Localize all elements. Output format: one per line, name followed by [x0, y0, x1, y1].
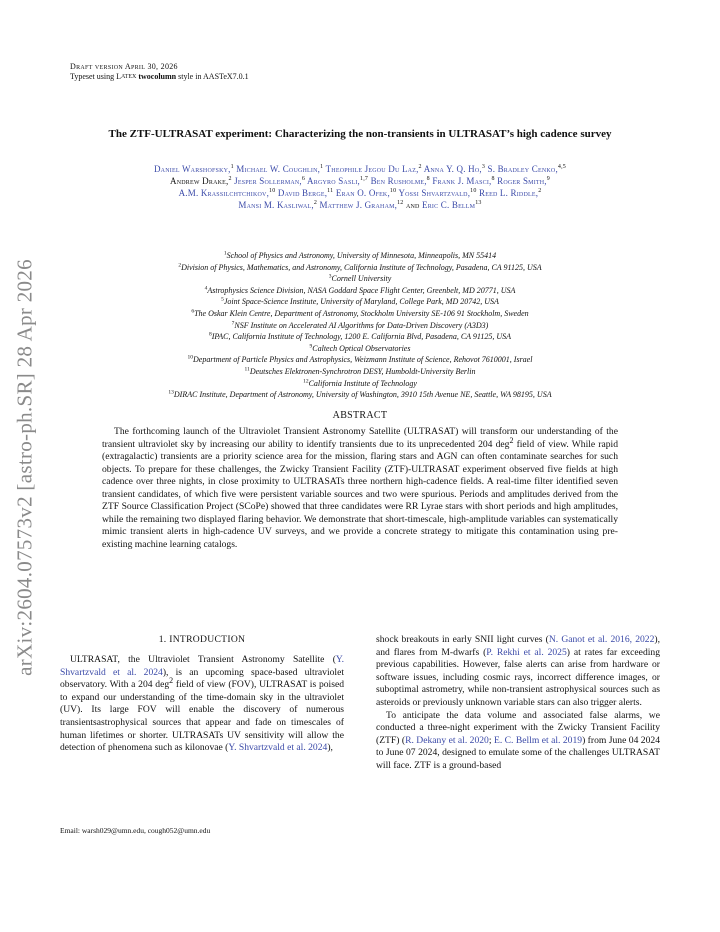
- author-name[interactable]: Frank J. Masci,: [432, 176, 492, 186]
- affiliation-number: 10: [187, 354, 194, 361]
- affiliation-text: IPAC, California Institute of Technology, 1200 E. California Blvd, Pasadena, CA 91125, USA: [211, 332, 511, 342]
- arxiv-stamp: arXiv:2604.07573v2 [astro-ph.SR] 28 Apr 2026: [12, 259, 37, 676]
- citation-link[interactable]: Y. Shvartzvald et al. 2024: [60, 654, 344, 678]
- author-name[interactable]: Jesper Sollerman,: [234, 176, 302, 186]
- author-affil-mark: 10: [470, 188, 477, 194]
- author-affil-mark: 1: [230, 164, 234, 170]
- text-span: ),: [327, 742, 333, 754]
- author-affil-mark: 12: [397, 200, 404, 206]
- citation-link[interactable]: E. C. Bellm et al. 2019: [493, 734, 583, 746]
- citation-link[interactable]: R. Dekany et al. 2020: [405, 734, 489, 746]
- affiliation-number: 1: [223, 250, 227, 257]
- affiliation-text: Division of Physics, Mathematics, and Astronomy, California Institute of Technology, Pasadena, CA 91125, USA: [181, 262, 542, 272]
- author-line: [60, 199, 660, 211]
- author-name[interactable]: Matthew J. Graham,: [319, 200, 398, 210]
- text-span: ), is an upcoming space-based ultraviolet observatory. With a 204 deg: [60, 666, 345, 691]
- author-name[interactable]: Yossi Shvartzvald,: [398, 188, 471, 198]
- affiliation-text: California Institute of Technology: [308, 378, 417, 388]
- abstract-text: [102, 426, 618, 551]
- author-name[interactable]: Mansi M. Kasliwal,: [238, 200, 314, 210]
- citation-link[interactable]: Y. Shvartzvald et al. 2024: [228, 742, 328, 754]
- typeset-post: style in AASTeX7.0.1: [176, 72, 249, 81]
- affiliation-text: Astrophysics Science Division, NASA Goddard Space Flight Center, Greenbelt, MD 20771, USA: [207, 285, 516, 295]
- author-affil-mark: 2: [313, 200, 318, 206]
- text-span: ULTRASAT, the Ultraviolet Transient Astronomy Satellite (: [70, 654, 336, 665]
- affiliation-text: The Oskar Klein Centre, Department of Astronomy, Stockholm University SE-106 91 Stockholm, Sweden: [194, 308, 529, 318]
- author-line: [60, 175, 660, 187]
- author-affil-mark: 4,5: [557, 164, 567, 170]
- typeset-bold: twocolumn: [138, 72, 177, 81]
- affiliation-number: 12: [303, 377, 309, 384]
- affiliation-number: 13: [168, 389, 174, 396]
- author-name[interactable]: David Berge,: [277, 188, 328, 198]
- author-affil-mark: 8: [491, 176, 495, 182]
- column-left: [60, 654, 344, 755]
- superscript: 2: [169, 676, 174, 685]
- affiliation-number: 9: [309, 343, 313, 350]
- author-affil-mark: 1,7: [360, 176, 369, 182]
- author-affil-mark: 2: [418, 164, 422, 170]
- text-span: shock breakouts in early SNII light curves (: [376, 634, 549, 645]
- affiliation: [60, 389, 660, 401]
- affiliation-text: NSF Institute on Accelerated AI Algorithms for Data-Driven Discovery (A3D3): [234, 320, 489, 330]
- affiliation-list: [60, 250, 660, 401]
- affiliation: [60, 354, 660, 366]
- draft-version: Draft version April 30, 2026: [70, 62, 178, 71]
- affiliation-text: School of Physics and Astronomy, University of Minnesota, Minneapolis, MN 55414: [226, 251, 497, 260]
- author-name[interactable]: Daniel Warshofsky,: [153, 164, 231, 174]
- abstract-part1: The forthcoming launch of the Ultraviolet Transient Astronomy Satellite (ULTRASAT) will transform our understanding of the transient ultraviolet sky by increasing our ability to identify transients due to its unprecedented 204 deg: [102, 426, 618, 450]
- abstract-part2: field of view. While rapid (extragalactic) transients are a priority science area for the mission, flaring stars and AGN can often contaminate searches for such objects. To prepare for these challenges, the Zwicky Transient Facility (ZTF)-ULTRASAT experiment observed five fields at high cadence over three nights, in close proximity to ULTRASATs three northern high-cadence fields. A real-time filter identified seven transient candidates, of which five were persistent variable sources and two were spurious. Periods and amplitudes derived from the ZTF Source Classification Project (SCoPe) showed that three candidates were RR Lyrae stars with short periods and high amplitudes, while the remaining two displayed flaring behavior. We demonstrate that short-timescale, high-amplitude variables can systematically mimic transient alerts in high-cadence UV surveys, and we provide a concrete strategy to mitigate this contamination using pre-existing machine learning catalogs.: [102, 438, 618, 550]
- affiliation: [60, 343, 660, 355]
- author-affil-mark: 1: [320, 164, 324, 170]
- affiliation-number: 5: [221, 296, 224, 303]
- abstract-heading: ABSTRACT: [332, 410, 388, 421]
- affiliation: [60, 262, 660, 274]
- author-list: [60, 163, 660, 211]
- author-affil-mark: 2: [538, 188, 542, 194]
- affiliation-number: 6: [191, 308, 195, 315]
- affiliation: [60, 308, 660, 320]
- author-name[interactable]: S. Bradley Cenko,: [487, 164, 558, 174]
- affiliation: [60, 296, 660, 308]
- author-name[interactable]: Eric C. Bellm: [422, 200, 476, 210]
- author-text: Andrew Drake,: [170, 176, 229, 186]
- author-affil-mark: 3: [481, 164, 486, 170]
- column-right: [376, 634, 660, 773]
- author-name[interactable]: Ben Rusholme,: [370, 176, 427, 186]
- section-heading-introduction: 1. INTRODUCTION: [158, 634, 246, 645]
- citation-link[interactable]: N. Ganot et al. 2016, 2022: [548, 634, 655, 645]
- author-name[interactable]: A.M. Krassilchtchikov,: [178, 188, 270, 198]
- author-name[interactable]: Theophile Jegou Du Laz,: [325, 164, 419, 174]
- author-line: [60, 163, 660, 175]
- affiliation-text: Joint Space-Science Institute, University of Maryland, College Park, MD 20742, USA: [223, 297, 499, 307]
- author-name[interactable]: Reed L. Riddle,: [479, 188, 539, 198]
- text-span: ), and flares from M-dwarfs (: [376, 634, 660, 658]
- author-line: [60, 187, 660, 199]
- citation-link[interactable]: P. Rekhi et al. 2025: [486, 646, 567, 658]
- author-name[interactable]: Roger Smith,: [497, 176, 547, 186]
- affiliation-text: Caltech Optical Observatories: [312, 343, 411, 353]
- author-name[interactable]: Anna Y. Q. Ho,: [423, 164, 482, 174]
- text-span: field of view (FOV), ULTRASAT is poised to expand our understanding of the time-domain sky in the ultraviolet (UV). Its large FOV will enable the discovery of numerous transientsastrophysical sources that appear and fade on timescales of human lifetimes or shorter. ULTRASATs UV sensitivity will allow the detection of phenomena such as kilonovae (: [60, 679, 344, 754]
- author-affil-mark: 9: [546, 176, 550, 182]
- text-span: ) from June 04 2024 to June 07 2024, designed to emulate some of the challenges ULTRASAT will face. ZTF is a ground-based: [376, 734, 660, 771]
- author-affil-mark: 6: [301, 176, 306, 182]
- typeset-latex: ATEX: [121, 74, 137, 80]
- affiliation: [60, 273, 660, 285]
- paper-title: The ZTF-ULTRASAT experiment: Characterizing the non-transients in ULTRASAT’s high cadence survey: [108, 128, 612, 140]
- affiliation: [60, 285, 660, 297]
- affiliation: [60, 320, 660, 332]
- author-affil-mark: 8: [426, 176, 430, 182]
- affiliation-text: Department of Particle Physics and Astrophysics, Weizmann Institute of Science, Rehovot 7610001, Israel: [193, 355, 533, 365]
- author-text: and: [405, 200, 420, 210]
- author-affil-mark: 13: [475, 200, 482, 206]
- typeset-line: [70, 72, 249, 82]
- author-name[interactable]: Eran O. Ofek,: [335, 188, 390, 198]
- affiliation: [60, 250, 660, 262]
- abstract-sup: 2: [509, 435, 514, 445]
- author-affil-mark: 2: [228, 176, 232, 182]
- affiliation-text: DIRAC Institute, Department of Astronomy, University of Washington, 3910 15th Avenue NE, Seattle, WA 98195, USA: [173, 390, 552, 400]
- affiliation-text: Deutsches Elektronen-Synchrotron DESY, Humboldt-University Berlin: [249, 366, 476, 376]
- intro-paragraph-1-cont: [376, 634, 660, 710]
- intro-paragraph-1: [60, 654, 344, 755]
- affiliation-number: 2: [178, 261, 182, 268]
- author-name[interactable]: Argyro Sasli,: [307, 176, 360, 186]
- affiliation-number: 3: [328, 273, 332, 280]
- author-affil-mark: 10: [269, 188, 276, 194]
- author-affil-mark: 11: [327, 188, 334, 194]
- affiliation-number: 7: [231, 319, 235, 326]
- affiliation: [60, 378, 660, 390]
- author-name[interactable]: Michael W. Coughlin,: [236, 164, 321, 174]
- affiliation-number: 8: [208, 331, 212, 338]
- intro-paragraph-2: [376, 710, 660, 773]
- affiliation: [60, 331, 660, 343]
- affiliation-number: 11: [244, 366, 250, 373]
- author-affil-mark: 10: [389, 188, 397, 194]
- footnote-email: Email: warsh029@umn.edu, cough052@umn.edu: [60, 826, 211, 835]
- affiliation-number: 4: [204, 285, 208, 292]
- text-span: ) at rates far exceeding previous capabilities. However, false alerts can arise from hardware or software issues, including cosmic rays, incorrect difference images, or suboptimal astrometry, while non-transient astrophysical sources such as asteroids or previously unknown variable stars can also trigger alerts.: [376, 646, 660, 708]
- text-span: To anticipate the data volume and associated false alarms, we conducted a three-night experiment with the Zwicky Transient Facility (ZTF) (: [376, 709, 660, 746]
- text-span: ;: [488, 734, 494, 746]
- affiliation: [60, 366, 660, 378]
- typeset-pre: Typeset using L: [70, 72, 121, 81]
- affiliation-text: Cornell University: [331, 274, 392, 284]
